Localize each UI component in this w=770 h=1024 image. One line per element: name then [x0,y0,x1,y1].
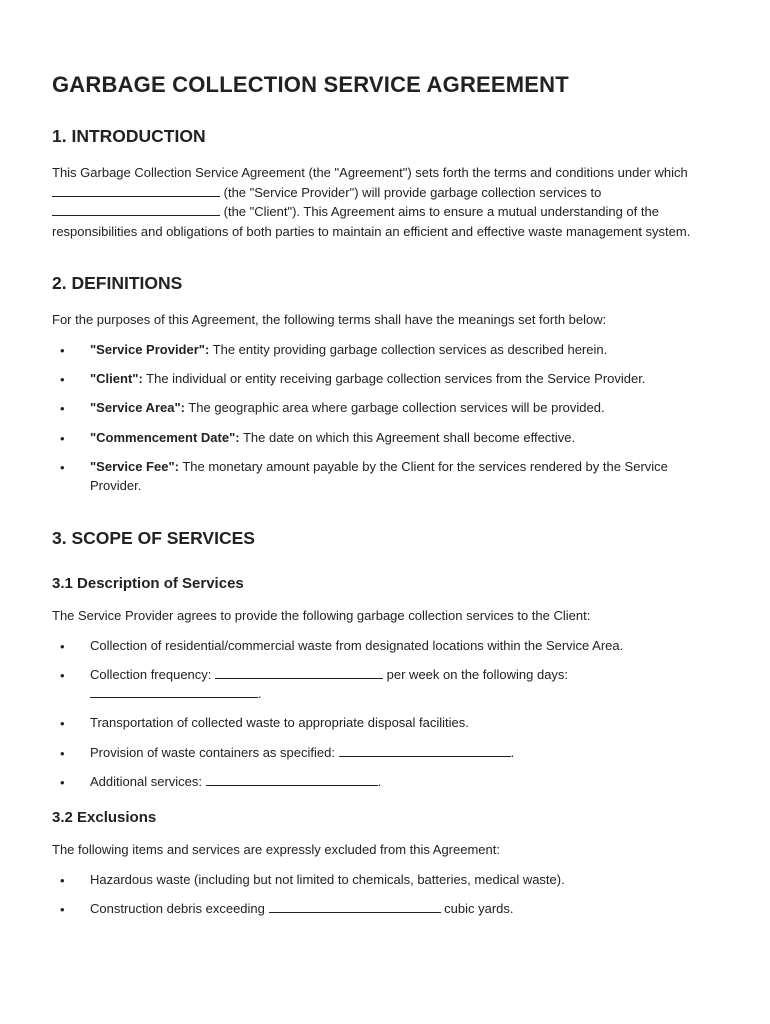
services-list [52,636,718,792]
definitions-list [52,340,718,496]
definition-term: "Service Fee": [90,458,179,474]
introduction-text-1: This Garbage Collection Service Agreement (the "Agreement") sets forth the terms and conditions under which [52,165,688,180]
definition-text: The entity providing garbage collection services as described herein. [209,341,608,357]
list-item [52,899,718,919]
exclusion-item-text: cubic yards. [444,901,514,917]
list-item [52,428,718,448]
list-item [52,369,718,389]
additional-services-blank[interactable] [206,773,378,786]
bullet-icon: • [60,667,65,683]
bullet-icon: • [60,873,65,889]
service-provider-blank[interactable] [52,184,220,197]
service-item-text: Collection frequency: [90,666,212,682]
bullet-icon: • [60,902,65,918]
service-item-text: Transportation of collected waste to appropriate disposal facilities. [90,715,469,731]
exclusion-item-text: Construction debris exceeding [90,901,265,917]
bullet-icon: • [60,459,65,475]
document-title: GARBAGE COLLECTION SERVICE AGREEMENT [52,72,569,97]
subsection-heading-description: 3.1 Description of Services [52,574,244,592]
list-item [52,340,718,360]
definition-term: "Service Provider": [90,341,210,357]
section-heading-introduction: 1. INTRODUCTION [52,126,206,146]
bullet-icon: • [60,342,65,358]
section-introduction [52,126,718,241]
bullet-icon: • [60,372,65,388]
definition-text: The geographic area where garbage collection services will be provided. [184,400,605,416]
list-item [52,636,718,656]
service-item-punctuation: . [377,773,382,789]
construction-debris-blank[interactable] [269,900,441,913]
waste-containers-blank[interactable] [339,744,511,757]
introduction-text-3: (the "Client"). This Agreement aims to ensure a mutual understanding of the responsibilities and obligations of both parties to maintain an efficient and effective waste management system. [52,204,691,239]
collection-frequency-blank[interactable] [215,666,383,679]
definitions-lead: For the purposes of this Agreement, the following terms shall have the meanings set forth below: [52,312,607,328]
definition-text: The individual or entity receiving garbage collection services from the Service Provider. [142,371,646,387]
bullet-icon: • [60,716,65,732]
service-item-punctuation: . [258,686,262,702]
service-item-text: Provision of waste containers as specified: [90,744,335,760]
list-item [52,870,718,890]
service-item-text: per week on the following days: [386,666,569,682]
client-blank[interactable] [52,203,220,216]
service-item-text: Additional services: [90,773,202,789]
collection-days-blank[interactable] [90,685,258,698]
list-item [52,743,718,763]
section-heading-scope: 3. SCOPE OF SERVICES [52,527,255,548]
service-item-text: Collection of residential/commercial waste from designated locations within the Service Area. [90,637,624,653]
definition-term: "Commencement Date": [90,429,240,445]
bullet-icon: • [60,745,65,761]
subsection-description-of-services [52,575,718,792]
list-item [52,772,718,792]
subsection-exclusions [52,809,718,918]
list-item [52,457,718,496]
service-item-punctuation: . [510,744,515,760]
definition-text: The date on which this Agreement shall become effective. [239,429,576,445]
introduction-paragraph [52,163,718,241]
introduction-text-2: (the "Service Provider") will provide garbage collection services to [223,184,602,200]
definition-text: The monetary amount payable by the Client for the services rendered by the Service Provider. [90,458,668,494]
bullet-icon: • [60,401,65,417]
exclusions-lead: The following items and services are expressly excluded from this Agreement: [52,842,500,858]
subsection-heading-exclusions: 3.2 Exclusions [52,809,157,827]
exclusion-item-text: Hazardous waste (including but not limited to chemicals, batteries, medical waste). [90,872,565,888]
bullet-icon: • [60,430,65,446]
list-item [52,398,718,418]
list-item [52,713,718,733]
definition-term: "Client": [90,371,143,387]
section-heading-definitions: 2. DEFINITIONS [52,273,183,294]
exclusions-list [52,870,718,919]
section-scope-of-services [52,528,718,919]
bullet-icon: • [60,638,65,654]
bullet-icon: • [60,774,65,790]
section-definitions [52,273,718,496]
description-lead: The Service Provider agrees to provide the following garbage collection services to the Client: [52,607,591,623]
list-item [52,665,718,704]
definition-term: "Service Area": [90,400,185,416]
